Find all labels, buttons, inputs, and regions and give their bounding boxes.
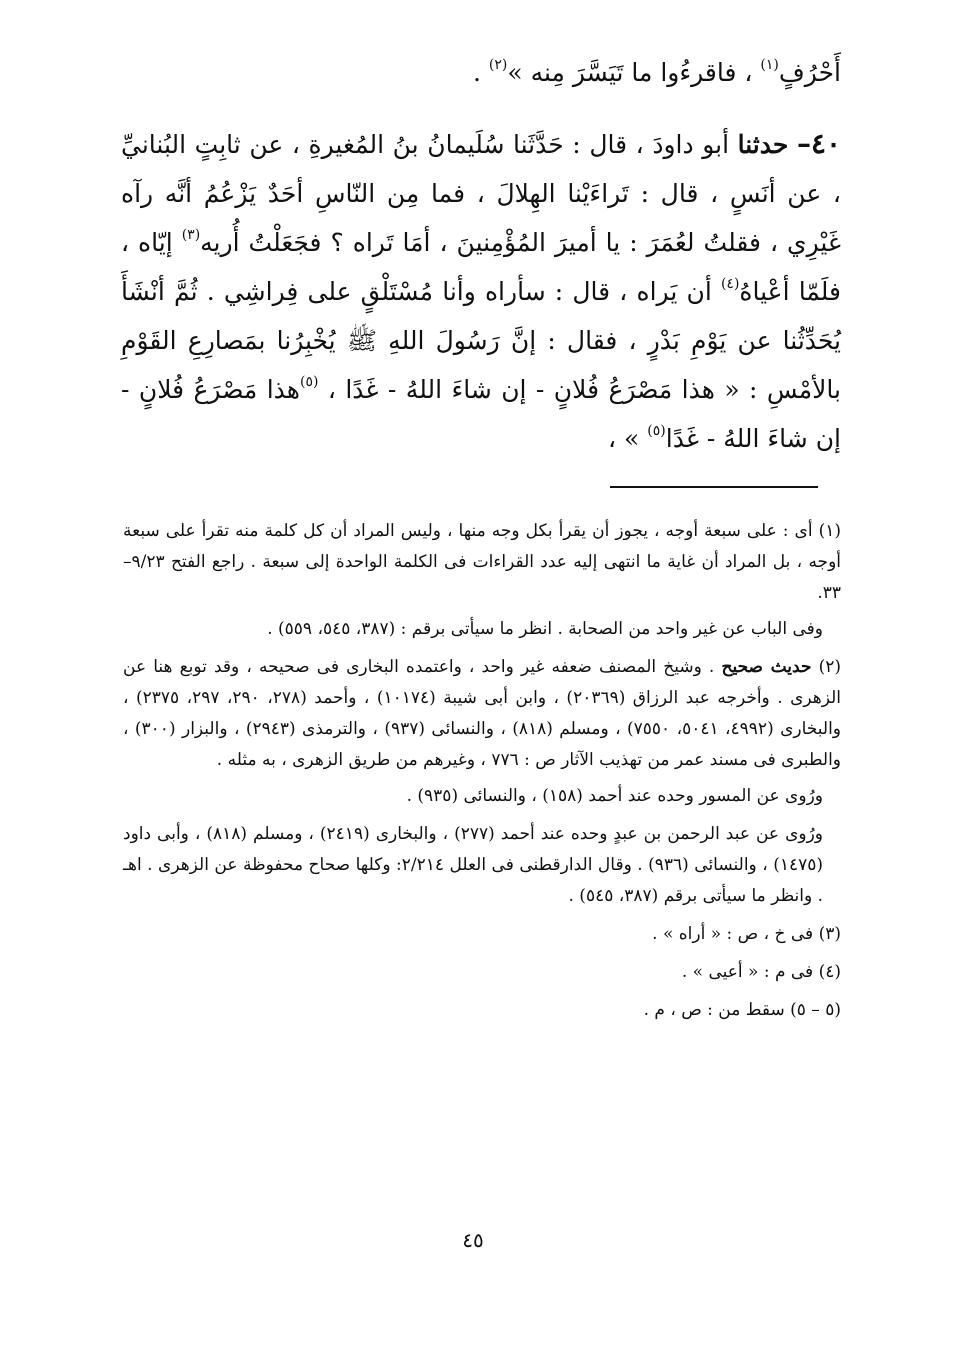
narration-text-a: أبو داودَ ، قال : حَدَّثَنا سُلَيمانُ بنُ المُغيرةِ ، عن ثابِتٍ البُنانيِّ ، عن أنَسٍ ، قال : تَراءَيْنا الهِلالَ ، فما مِن النّاسِ أحَدٌ يَزْعُمُ أنَّه رآه غَيْرِي ، فقلتُ لعُمَرَ : يا أميرَ المُؤْمِنينَ ، أمَا تَراه ؟ فجَعَلْتُ أُريه	[121, 130, 841, 257]
main-text	[121, 48, 841, 463]
narration-text-c: أن يَراه ، قال : سأراه وأنا مُسْتَلْقٍ على فِراشِي . ثُمَّ أنْشَأَ يُحَدِّثُنا عن يَوْمِ بَدْرٍ ، فقال : إنَّ رَسُولَ اللهِ ﷺ يُخْبِرُنا بمَصارِعِ القَوْمِ بالأمْسِ : « هذا مَصْرَعُ فُلانٍ - إن شاءَ اللهُ - غَدًا ،	[121, 277, 841, 404]
footnote-3: (٣) فى خ ، ص : « أراه » .	[652, 924, 841, 944]
footnote-ref-3: (٣)	[181, 227, 201, 243]
footnote-ref-4: (٤)	[720, 276, 740, 292]
footnote-2-grade: حديث صحيح	[721, 657, 812, 677]
narration-lead: حدثنا	[737, 130, 789, 159]
footnote-1: (١) أى : على سبعة أوجه ، يجوز أن يقرأ بكل وجه منها ، وليس المراد أن كل كلمة منه تقرأ على سبعة أوجه ، بل المراد أن غاية ما انتهى إليه عدد القراءات فى الكلمة الواحدة إلى سبعة . راجع الفتح ٩/٢٣– ٣٣.	[123, 521, 841, 603]
continuation-word: أَحْرُفٍ	[778, 58, 841, 87]
footnote-ref-5-close: (٥)	[647, 423, 666, 439]
footnote-ref-1: (١)	[760, 57, 779, 73]
hadith-number-value: ٤٠	[810, 127, 842, 160]
continuation-line	[121, 48, 841, 97]
hadith-40	[121, 119, 841, 463]
footnote-2-continuation-a: ورُوى عن المسور وحده عند أحمد (١٥٨) ، والنسائى (٩٣٥) .	[406, 786, 823, 806]
footnote-2-label: (٢)	[818, 657, 842, 677]
footnote-2	[123, 652, 841, 776]
page-number: ٤٥	[462, 1228, 484, 1252]
footnote-ref-5-open: (٥)	[299, 374, 319, 390]
narration-text-b: إيّاه ، فلَمّا أعْياهُ	[121, 228, 842, 306]
footnote-2-text: . وشيخ المصنف ضعفه غير واحد ، واعتمده البخارى فى صحيحه ، وقد توبع هنا عن الزهرى . وأخرجه عبد الرزاق (٢٠٣٦٩) ، وابن أبى شيبة (١٠١٧٤) ، وأحمد (٢٧٨، ٢٩٠، ٢٩٧، ٢٣٧٥) ، والبخارى (٤٩٩٢، ٥٠٤١، ٧٥٥٠) ، ومسلم (٨١٨) ، والنسائى (٩٣٧) ، والترمذى (٢٩٤٣) ، والبزار (٣٠٠) ، والطبرى فى مسند عمر من تهذيب الآثار ص : ٧٧٦ ، وغيرهم من طريق الزهرى ، به مثله .	[123, 657, 842, 770]
footnote-4: (٤) فى م : « أعيى » .	[681, 962, 841, 982]
footnotes	[123, 516, 841, 1033]
narration-text-d: هذا مَصْرَعُ فُلانٍ - إن شاءَ اللهُ - غَدًا	[121, 375, 841, 453]
footnote-5: (٥ – ٥) سقط من : ص ، م .	[643, 1000, 841, 1020]
hadith-dash: –	[796, 127, 811, 160]
footnote-ref-2: (٢)	[488, 57, 508, 73]
footnote-2-continuation-b: ورُوى عن عبد الرحمن بن عبدٍ وحده عند أحمد (٢٧٧) ، والبخارى (٢٤١٩) ، ومسلم (٨١٨) ، وأبى داود (١٤٧٥) ، والنسائى (٩٣٦) . وقال الدارقطنى فى العلل ٢/٢١٤: وكلها صحاح محفوظة عن الزهرى . اهـ . وانظر ما سيأتى برقم (٣٨٧، ٥٤٥) .	[123, 824, 823, 906]
continuation-text: ، فاقرءُوا ما تَيَسَّرَ مِنه »	[507, 58, 753, 87]
continuation-end: .	[472, 58, 481, 87]
narration-end: » ،	[608, 424, 640, 453]
footnote-separator	[610, 486, 818, 488]
footnote-1-continuation: وفى الباب عن غير واحد من الصحابة . انظر ما سيأتى برقم : (٣٨٧، ٥٤٥، ٥٥٩) .	[267, 619, 823, 639]
